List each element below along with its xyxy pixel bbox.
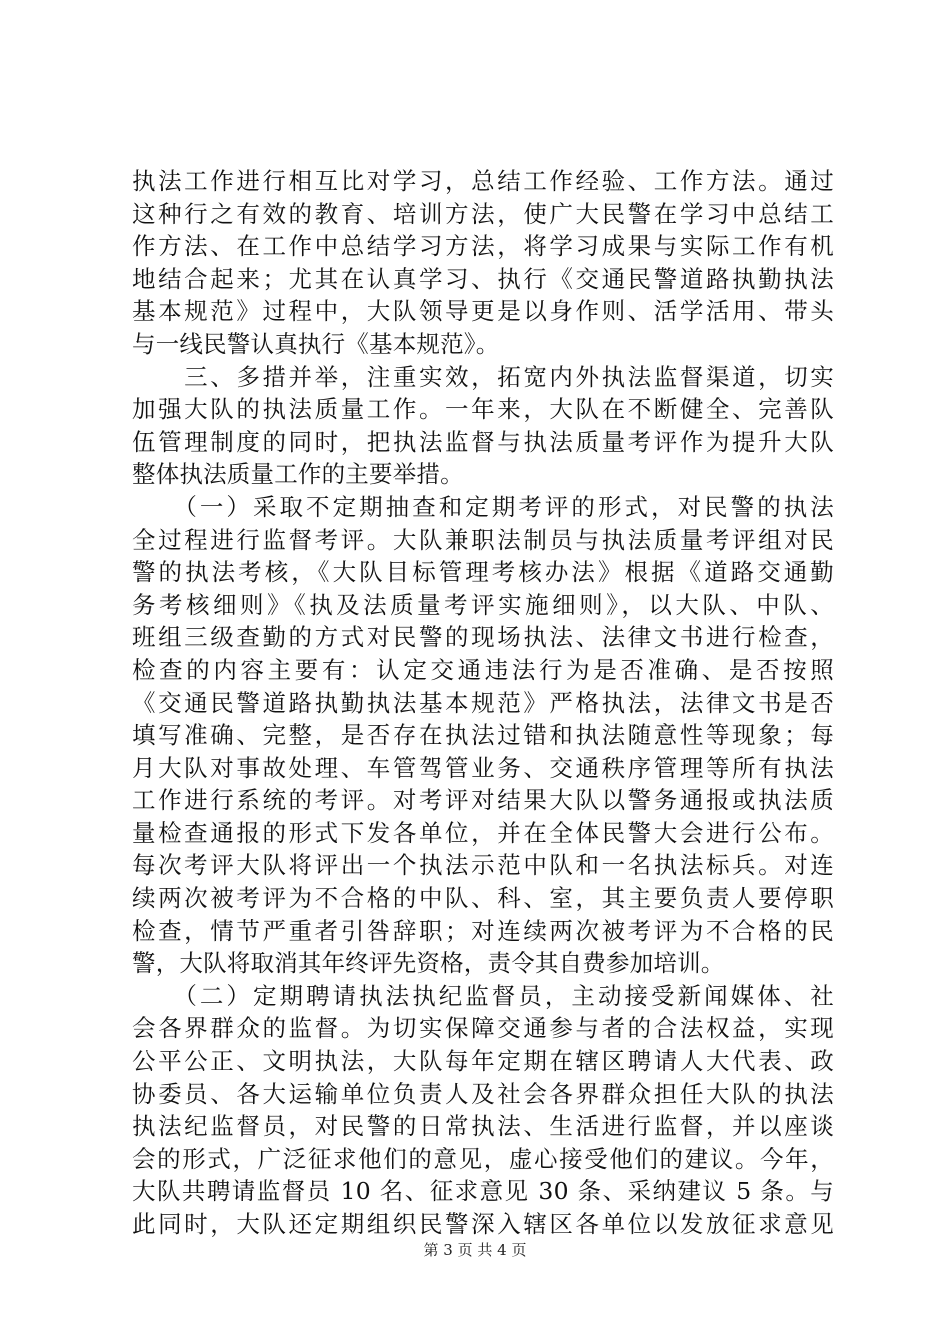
- text-line: 班组三级查勤的方式对民警的现场执法、法律文书进行检查，: [132, 623, 834, 652]
- text-line: （二）定期聘请执法执纪监督员，主动接受新闻媒体、社: [132, 981, 834, 1010]
- text-line: 警，大队将取消其年终评先资格，责令其自费参加培训。: [132, 949, 725, 978]
- text-line: 警的执法考核，《大队目标管理考核办法》根据《道路交通勤: [132, 558, 834, 587]
- text-line: 大队共聘请监督员 10 名、征求意见 30 条、采纳建议 5 条。与: [132, 1177, 834, 1206]
- text-line: 月大队对事故处理、车管驾管业务、交通秩序管理等所有执法: [132, 753, 834, 782]
- text-line: 工作进行系统的考评。对考评对结果大队以警务通报或执法质: [132, 786, 834, 815]
- text-line: 量检查通报的形式下发各单位，并在全体民警大会进行公布。: [132, 818, 834, 847]
- text-line: 伍管理制度的同时，把执法监督与执法质量考评作为提升大队: [132, 427, 834, 456]
- text-line: 与一线民警认真执行《基本规范》。: [132, 329, 500, 358]
- text-line: 这种行之有效的教育、培训方法，使广大民警在学习中总结工: [132, 199, 834, 228]
- text-line: 续两次被考评为不合格的中队、科、室，其主要负责人要停职: [132, 884, 834, 913]
- text-line: 填写准确、完整，是否存在执法过错和执法随意性等现象；每: [132, 721, 834, 750]
- text-line: 基本规范》过程中，大队领导更是以身作则、活学活用、带头: [132, 297, 834, 326]
- text-line: 《交通民警道路执勤执法基本规范》严格执法，法律文书是否: [132, 688, 834, 717]
- text-line: 三、多措并举，注重实效，拓宽内外执法监督渠道，切实: [132, 362, 834, 391]
- text-line: 加强大队的执法质量工作。一年来，大队在不断健全、完善队: [132, 395, 834, 424]
- text-line: 会各界群众的监督。为切实保障交通参与者的合法权益，实现: [132, 1014, 834, 1043]
- text-line: 务考核细则》《执及法质量考评实施细则》，以大队、中队、: [132, 590, 834, 619]
- text-line: 此同时，大队还定期组织民警深入辖区各单位以发放征求意见: [132, 1210, 834, 1238]
- text-line: 整体执法质量工作的主要举措。: [132, 460, 464, 489]
- text-line: 协委员、各大运输单位负责人及社会各界群众担任大队的执法: [132, 1079, 834, 1108]
- text-line: 全过程进行监督考评。大队兼职法制员与执法质量考评组对民: [132, 525, 834, 554]
- text-line: 每次考评大队将评出一个执法示范中队和一名执法标兵。对连: [132, 851, 834, 880]
- text-line: 会的形式，广泛征求他们的意见，虚心接受他们的建议。今年，: [132, 1144, 834, 1173]
- text-line: 作方法、在工作中总结学习方法，将学习成果与实际工作有机: [132, 232, 834, 261]
- text-line: 执法工作进行相互比对学习，总结工作经验、工作方法。通过: [132, 167, 834, 195]
- text-line: （一）采取不定期抽查和定期考评的形式，对民警的执法: [132, 492, 834, 521]
- text-line: 公平公正、文明执法，大队每年定期在辖区聘请人大代表、政: [132, 1047, 834, 1076]
- page-number-footer: 第 3 页 共 4 页: [423, 1241, 527, 1259]
- text-line: 检查，情节严重者引咎辞职；对连续两次被考评为不合格的民: [132, 916, 834, 945]
- text-line: 执法纪监督员，对民警的日常执法、生活进行监督，并以座谈: [132, 1112, 834, 1141]
- text-line: 地结合起来；尤其在认真学习、执行《交通民警道路执勤执法: [132, 264, 834, 293]
- body-text: [132, 165, 834, 1241]
- text-line: 检查的内容主要有：认定交通违法行为是否准确、是否按照: [132, 655, 834, 684]
